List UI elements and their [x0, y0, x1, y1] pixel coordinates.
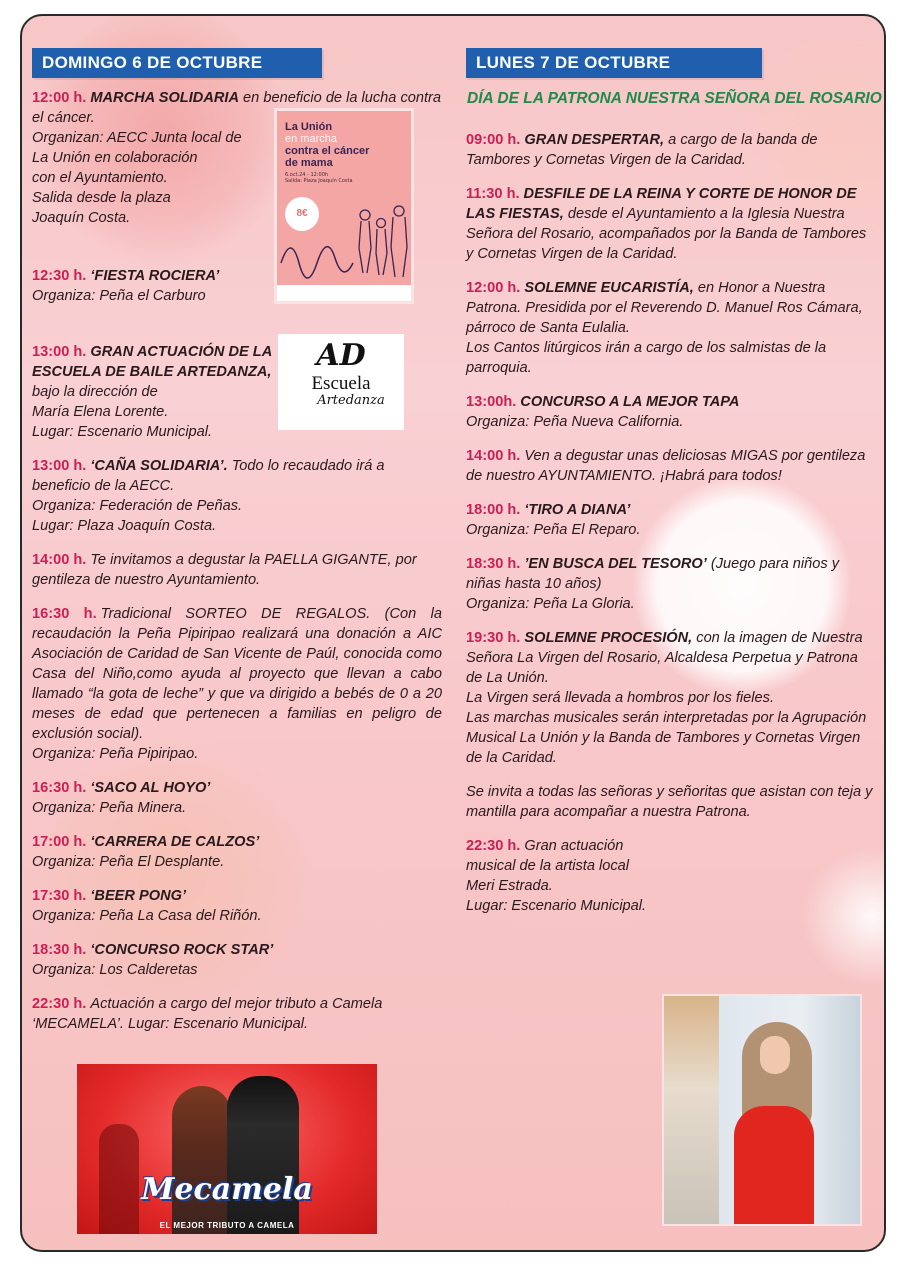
event-description: (Juego para niños y niñas hasta 10 años) — [466, 556, 840, 592]
event-detail-line: La Unión en colaboración — [32, 150, 198, 166]
day-header-sunday: DOMINGO 6 DE OCTUBRE — [32, 48, 322, 78]
event-heading — [466, 184, 876, 264]
poster-meta — [277, 169, 411, 184]
poster-title — [277, 111, 411, 169]
event-item — [32, 994, 442, 1034]
artedanza-monogram: AD — [316, 338, 366, 373]
event-heading — [466, 836, 656, 896]
event-item — [466, 782, 876, 822]
event-item — [466, 184, 876, 264]
event-time: 13:00 h. — [32, 344, 87, 360]
event-detail-line: Salida desde la plaza — [32, 190, 171, 206]
event-title: ‘FIESTA ROCIERA’ — [90, 268, 220, 284]
mecamela-tagline: EL MEJOR TRIBUTO A CAMELA — [159, 1221, 295, 1230]
event-item — [32, 832, 442, 872]
event-detail-line: Organizan: AECC Junta local de — [32, 130, 242, 146]
event-description: a cargo de la banda de Tambores y Cornetas Virgen de la Caridad. — [466, 132, 818, 168]
photo-red-dress — [734, 1106, 814, 1226]
poster-line: contra el cáncer — [285, 145, 370, 157]
event-time: 17:00 h. — [32, 834, 87, 850]
event-detail-line: Lugar: Plaza Joaquín Costa. — [32, 518, 217, 534]
event-heading — [32, 342, 272, 382]
event-description: Gran actuación musical de la artista local Meri Estrada. — [466, 838, 630, 894]
poster-date: 6.oct.24 - 12:00h — [285, 172, 329, 178]
event-item — [32, 266, 272, 306]
event-title: ‘CONCURSO ROCK STAR’ — [90, 942, 274, 958]
event-heading — [32, 886, 442, 906]
event-title: ‘TIRO A DIANA’ — [524, 502, 631, 518]
event-heading — [32, 994, 442, 1034]
mecamela-logo: Mecamela — [141, 1172, 313, 1207]
event-title: ’EN BUSCA DEL TESORO’ — [524, 556, 707, 572]
event-title: GRAN DESPERTAR, — [524, 132, 665, 148]
event-title: CONCURSO A LA MEJOR TAPA — [520, 394, 740, 410]
photo-building — [664, 996, 719, 1226]
event-detail-line: La Virgen será llevada a hombros por los fieles. — [466, 690, 774, 706]
photo-face — [760, 1036, 790, 1074]
event-detail-line: Lugar: Escenario Municipal. — [466, 898, 647, 914]
event-description: en beneficio de la lucha contra el cáncer. — [32, 90, 442, 126]
event-time: 11:30 h. — [466, 186, 520, 202]
event-time: 13:00 h. — [32, 458, 87, 474]
event-description: Todo lo recaudado irá a beneficio de la AECC. — [32, 458, 385, 494]
poster-line: La Unión — [285, 121, 333, 133]
event-heading — [466, 554, 876, 594]
event-heading — [466, 130, 876, 170]
event-time: 19:30 h. — [466, 630, 521, 646]
event-detail-line: con el Ayuntamiento. — [32, 170, 168, 186]
event-heading — [32, 550, 442, 590]
event-heading — [466, 278, 876, 338]
event-heading — [32, 778, 442, 798]
event-description: Se invita a todas las señoras y señoritas que asistan con teja y mantilla para acompañar a nuestra Patrona. — [466, 784, 873, 820]
event-detail-line: Organiza: Peña Nueva California. — [466, 414, 684, 430]
event-item — [466, 628, 876, 768]
event-title: ‘BEER PONG’ — [90, 888, 187, 904]
event-item — [32, 604, 442, 764]
event-detail-line: Organiza: Los Calderetas — [32, 962, 198, 978]
event-time: 12:00 h. — [32, 90, 87, 106]
event-detail-line: María Elena Lorente. — [32, 404, 169, 420]
event-description: con la imagen de Nuestra Señora La Virgen del Rosario, Alcaldesa Perpetua y Patrona de La Unión. — [466, 630, 863, 686]
artedanza-logo — [278, 334, 404, 430]
event-item — [466, 130, 876, 170]
event-detail-line: Organiza: Peña La Gloria. — [466, 596, 635, 612]
event-detail-line: Organiza: Federación de Peñas. — [32, 498, 243, 514]
event-heading — [466, 782, 876, 822]
event-description: Ven a degustar unas deliciosas MIGAS por gentileza de nuestro AYUNTAMIENTO. ¡Habrá para todos! — [466, 448, 866, 484]
cancer-march-poster — [274, 108, 414, 304]
event-title: MARCHA SOLIDARIA — [90, 90, 239, 106]
poster-line: de mama — [285, 157, 333, 169]
poster-price: 8€ — [285, 197, 319, 231]
artedanza-name: Artedanza — [317, 393, 385, 408]
event-item — [466, 446, 876, 486]
event-heading — [32, 266, 272, 286]
poster-location: Salida: Plaza Joaquín Costa — [285, 178, 353, 184]
event-item — [32, 456, 442, 536]
mecamela-banner — [77, 1064, 377, 1234]
event-item — [466, 554, 876, 614]
event-detail-line: Organiza: Peña El Desplante. — [32, 854, 225, 870]
event-time: 14:00 h. — [32, 552, 87, 568]
event-heading — [32, 456, 442, 496]
event-description: Tradicional SORTEO DE REGALOS. (Con la recaudación la Peña Pipiripao realizará una donación a AIC Asociación de Caridad de San Vicente de Paúl, conocida como Casa del Niño,como ayuda al proyecto que llevan a cabo llamado “la gota de leche” y que va dirigido a bebés de 0 a 20 meses de edad que pertenecen a familias en peligro de exclusión social). — [32, 606, 442, 742]
event-detail-line: Organiza: Peña La Casa del Riñón. — [32, 908, 262, 924]
event-title: GRAN ACTUACIÓN DE LA ESCUELA DE BAILE ARTEDANZA, — [32, 344, 272, 380]
poster-line: en marcha — [285, 133, 337, 145]
event-time: 09:00 h. — [466, 132, 521, 148]
event-detail-line: Los Cantos litúrgicos irán a cargo de los salmistas de la parroquia. — [466, 340, 827, 376]
event-time: 17:30 h. — [32, 888, 87, 904]
event-description: desde el Ayuntamiento a la Iglesia Nuestra Señora del Rosario, acompañados por la Banda de Tambores y Cornetas Virgen de la Caridad. — [466, 206, 867, 262]
artedanza-school: Escuela — [311, 373, 371, 394]
event-title: SOLEMNE PROCESIÓN, — [524, 630, 693, 646]
event-detail-line: Lugar: Escenario Municipal. — [32, 424, 213, 440]
event-title: DESFILE DE LA REINA Y CORTE DE HONOR DE LAS FIESTAS, — [466, 186, 857, 222]
event-title: ‘CAÑA SOLIDARIA’. — [90, 458, 228, 474]
event-detail-line: Organiza: Peña el Carburo — [32, 288, 206, 304]
column-monday — [466, 48, 882, 916]
walking-family-icon — [277, 203, 414, 293]
event-item — [466, 278, 876, 378]
event-description: Actuación a cargo del mejor tributo a Camela ‘MECAMELA’. Lugar: Escenario Municipal. — [32, 996, 383, 1032]
program-frame — [20, 14, 886, 1252]
event-description: en Honor a Nuestra Patrona. Presidida por el Reverendo D. Manuel Ros Cámara, párroco de Santa Eulalia. — [466, 280, 863, 336]
singer-woman — [172, 1086, 232, 1234]
singer-man — [227, 1076, 299, 1234]
event-heading — [32, 604, 442, 744]
event-time: 12:00 h. — [466, 280, 521, 296]
event-time: 18:30 h. — [32, 942, 87, 958]
event-item — [32, 778, 442, 818]
monday-events — [466, 130, 876, 916]
day-header-monday: LUNES 7 DE OCTUBRE — [466, 48, 762, 78]
event-time: 16:30 h. — [32, 780, 87, 796]
event-time: 18:30 h. — [466, 556, 521, 572]
poster-sponsor-logos — [277, 285, 411, 301]
event-item — [466, 836, 656, 916]
event-item — [466, 392, 876, 432]
event-time: 14:00 h. — [466, 448, 521, 464]
event-heading — [466, 628, 876, 688]
event-heading — [466, 446, 876, 486]
event-time: 13:00h. — [466, 394, 517, 410]
event-time: 18:00 h. — [466, 502, 521, 518]
event-item — [466, 500, 876, 540]
event-heading — [466, 392, 876, 412]
event-title: ‘CARRERA DE CALZOS’ — [90, 834, 260, 850]
event-detail-line: bajo la dirección de — [32, 384, 158, 400]
patrona-subtitle: DÍA DE LA PATRONA NUESTRA SEÑORA DEL ROSARIO — [467, 90, 882, 107]
event-item — [32, 342, 272, 442]
event-heading — [32, 832, 442, 852]
meri-estrada-photo — [662, 994, 862, 1226]
event-time: 22:30 h. — [32, 996, 87, 1012]
event-detail-line: Las marchas musicales serán interpretadas por la Agrupación Musical La Unión y la Banda de Tambores y Cornetas Virgen de la Caridad. — [466, 710, 867, 766]
event-title: SOLEMNE EUCARISTÍA, — [524, 280, 694, 296]
event-detail-line: Organiza: Peña Pipiripao. — [32, 746, 199, 762]
event-detail-line: Organiza: Peña Minera. — [32, 800, 187, 816]
event-description: Te invitamos a degustar la PAELLA GIGANTE, por gentileza de nuestro Ayuntamiento. — [32, 552, 417, 588]
event-time: 16:30 h. — [32, 606, 97, 622]
event-item — [32, 940, 442, 980]
event-heading — [32, 940, 442, 960]
event-heading — [466, 500, 876, 520]
event-detail-line: Organiza: Peña El Reparo. — [466, 522, 641, 538]
event-time: 12:30 h. — [32, 268, 87, 284]
event-time: 22:30 h. — [466, 838, 521, 854]
event-detail-line: Joaquín Costa. — [32, 210, 131, 226]
event-title: ‘SACO AL HOYO’ — [90, 780, 211, 796]
event-item — [32, 550, 442, 590]
event-item — [32, 886, 442, 926]
